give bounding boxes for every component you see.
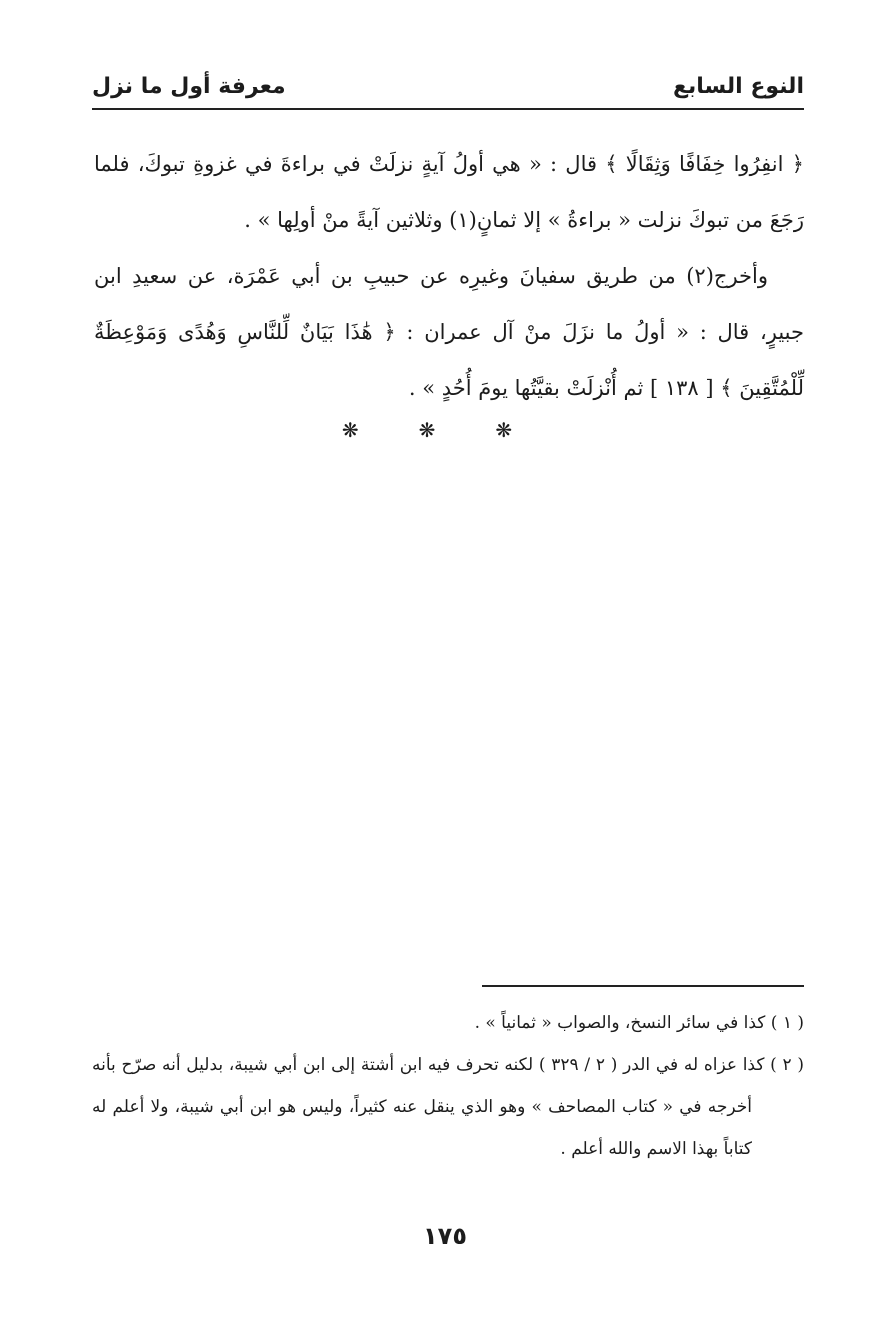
asterism-icon: ❋ [418, 418, 472, 442]
footnote: ( ١ ) كذا في سائر النسخ، والصواب « ثمانياً » . [474, 1013, 804, 1033]
paragraph: ﴿ انفِرُوا خِفَافًا وَثِقَالًا ﴾ قال : « هي أولُ آيةٍ نزلَتْ في براءةَ في غزوةِ تبوكَ، فلما رَجَعَ من تبوكَ نزلت « براءةُ » إلا ثمانٍ(١) وثلاثين آيةً منْ أولِها » . [94, 152, 804, 232]
footnote-divider [482, 985, 804, 987]
section-separator [0, 418, 890, 442]
paragraph: وأخرج(٢) من طريق سفيانَ وغيرِه عن حبيبِ بن أبي عَمْرَة، عن سعيدِ ابن جبيرٍ، قال : « أولُ ما نزَلَ منْ آل عمران : ﴿ هَٰذَا بَيَانٌ لِّلنَّاسِ وَهُدًى وَمَوْعِظَةٌ لِّلْمُتَّقِينَ ﴾ [ ١٣٨ ] ثم أُنْزلَتْ بقيَّتُها يومَ أُحُدٍ » . [94, 264, 804, 400]
running-header [92, 64, 804, 110]
main-text [94, 136, 804, 416]
footnote: ( ٢ ) كذا عزاه له في الدر ( ٢ / ٣٢٩ ) لكنه تحرف فيه ابن أشتة إلى ابن أبي شيبة، بدليل أنه صرّح بأنه أخرجه في « كتاب المصاحف » وهو الذي ينقل عنه كثيراً، وليس هو ابن أبي شيبة، ولا أعلم له كتاباً بهذا الاسم والله أعلم . [92, 1055, 805, 1159]
page-number: ١٧٥ [423, 1222, 467, 1250]
asterism-icon: ❋ [341, 418, 395, 442]
footnotes [92, 1002, 804, 1170]
section-title: معرفة أول ما نزل [92, 73, 286, 99]
asterism-icon: ❋ [495, 418, 549, 442]
chapter-title: النوع السابع [672, 73, 804, 99]
